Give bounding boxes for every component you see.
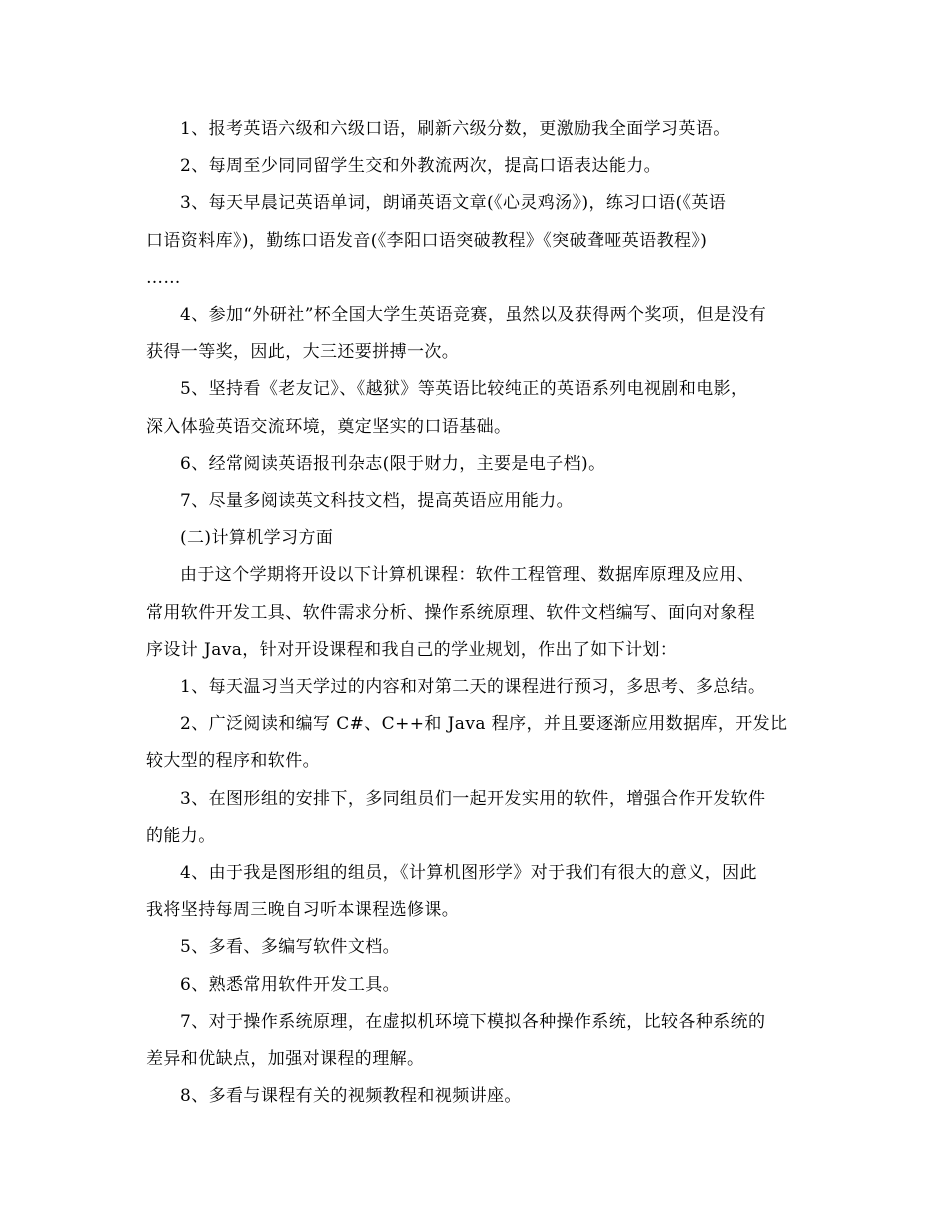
paragraph-line: 较大型的程序和软件。 — [146, 751, 320, 772]
paragraph-line: 6、熟悉常用软件开发工具。 — [180, 974, 401, 995]
paragraph — [146, 148, 808, 185]
paragraph — [146, 1078, 808, 1115]
paragraph-line: 8、多看与课程有关的视频教程和视频讲座。 — [180, 1086, 522, 1107]
paragraph-line: 获得一等奖，因此，大三还要拼搏一次。 — [146, 342, 460, 363]
paragraph-line: 7、尽量多阅读英文科技文档，提高英语应用能力。 — [180, 491, 575, 512]
paragraph-line: 的能力。 — [146, 825, 216, 846]
paragraph-line: 1、每天温习当天学过的内容和对第二天的课程进行预习，多思考、多总结。 — [180, 677, 766, 698]
paragraph-line: 4、参加“外研社”杯全国大学生英语竞赛，虽然以及获得两个奖项，但是没有 — [180, 305, 767, 326]
document-page — [146, 111, 808, 1115]
paragraph-line: 我将坚持每周三晚自习听本课程选修课。 — [146, 900, 460, 921]
paragraph — [146, 1004, 808, 1078]
paragraph — [146, 371, 808, 445]
paragraph-line: 深入体验英语交流环境，奠定坚实的口语基础。 — [146, 416, 512, 437]
paragraph-line: 常用软件开发工具、软件需求分析、操作系统原理、软件文档编写、面向对象程 — [146, 602, 755, 623]
paragraph-line: 序设计 Java，针对开设课程和我自己的学业规划，作出了如下计划： — [146, 639, 678, 660]
paragraph — [146, 483, 808, 520]
paragraph — [146, 855, 808, 929]
paragraph-line: 5、多看、多编写软件文档。 — [180, 937, 401, 958]
paragraph-line: 差异和优缺点，加强对课程的理解。 — [146, 1049, 425, 1070]
paragraph-line: 由于这个学期将开设以下计算机课程：软件工程管理、数据库原理及应用、 — [180, 565, 755, 586]
paragraph-line: 3、每天早晨记英语单词，朗诵英语文章(《心灵鸡汤》)，练习口语(《英语 — [180, 193, 727, 214]
paragraph-line: …… — [146, 267, 181, 288]
paragraph-line: 2、每周至少同同留学生交和外教流两次，提高口语表达能力。 — [180, 156, 662, 177]
paragraph — [146, 520, 808, 557]
paragraph-line: 4、由于我是图形组的组员，《计算机图形学》对于我们有很大的意义，因此 — [180, 863, 757, 884]
paragraph-line: 1、报考英语六级和六级口语，刷新六级分数，更激励我全面学习英语。 — [180, 119, 731, 139]
paragraph — [146, 111, 808, 148]
paragraph-line: 7、对于操作系统原理，在虚拟机环境下模拟各种操作系统，比较各种系统的 — [180, 1011, 766, 1032]
paragraph-line: 3、在图形组的安排下，多同组员们一起开发实用的软件，增强合作开发软件 — [180, 788, 766, 809]
paragraph — [146, 967, 808, 1004]
paragraph — [146, 781, 808, 855]
paragraph — [146, 557, 808, 669]
paragraph — [146, 669, 808, 706]
paragraph — [146, 929, 808, 966]
paragraph-line: 5、坚持看《老友记》、《越狱》等英语比较纯正的英语系列电视剧和电影， — [180, 379, 749, 400]
paragraph — [146, 297, 808, 371]
paragraph-line: 6、经常阅读英语报刊杂志(限于财力，主要是电子档)。 — [180, 453, 606, 474]
paragraph — [146, 706, 808, 780]
paragraph — [146, 185, 808, 297]
paragraph-line: (二)计算机学习方面 — [180, 528, 334, 549]
paragraph-line: 2、广泛阅读和编写 C#、C++和 Java 程序，并且要逐渐应用数据库，开发比 — [180, 714, 788, 735]
paragraph-line: 口语资料库》)，勤练口语发音(《李阳口语突破教程》《突破聋哑英语教程》) — [146, 230, 708, 251]
paragraph — [146, 446, 808, 483]
